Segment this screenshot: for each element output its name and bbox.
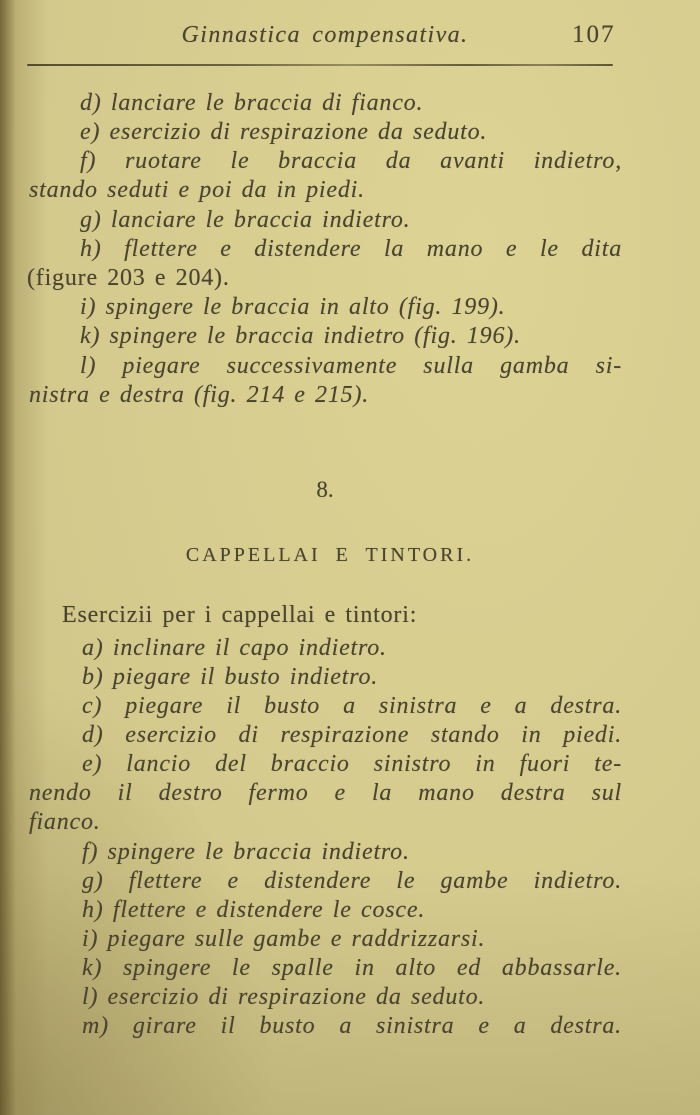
text-line: k) spingere le spalle in alto ed abbassarle. (82, 955, 622, 981)
text-line: a) inclinare il capo indietro. (82, 635, 387, 661)
text-line: b) piegare il busto indietro. (82, 664, 379, 690)
text-line: h) flettere e distendere le cosce. (82, 897, 426, 923)
text-line: c) piegare il busto a sinistra e a destra. (82, 693, 622, 719)
text-line: g) lanciare le braccia indietro. (80, 207, 411, 233)
page-number: 107 (572, 21, 616, 48)
text-line: f) spingere le braccia indietro. (82, 839, 410, 865)
running-header-title: Ginnastica compensativa. (181, 22, 469, 48)
text-line: l) esercizio di respirazione da seduto. (82, 984, 486, 1010)
text-line: g) flettere e distendere le gambe indietro. (82, 868, 622, 894)
text-line: d) esercizio di respirazione stando in piedi. (82, 722, 622, 748)
text-line: m) girare il busto a sinistra e a destra. (82, 1013, 622, 1039)
header-rule (27, 64, 613, 66)
text-line: stando seduti e poi da in piedi. (29, 177, 365, 203)
text-line: nistra e destra (fig. 214 e 215). (29, 382, 370, 408)
text-line: (figure 203 e 204). (27, 265, 230, 291)
text-line: i) spingere le braccia in alto (fig. 199). (80, 294, 506, 320)
text-line: h) flettere e distendere la mano e le dita (80, 236, 622, 262)
text-line: k) spingere le braccia indietro (fig. 196). (80, 323, 521, 349)
section-number: 8. (316, 477, 334, 502)
text-line: e) esercizio di respirazione da seduto. (80, 119, 488, 145)
text-line: e) lancio del braccio sinistro in fuori te- (82, 751, 622, 777)
text-line: d) lanciare le braccia di fianco. (80, 90, 424, 116)
text-line: fianco. (29, 809, 101, 835)
text-line: l) piegare successivamente sulla gamba si- (80, 353, 622, 379)
text-line: nendo il destro fermo e la mano destra sul (29, 780, 622, 806)
section-title: CAPPELLAI E TINTORI. (185, 544, 475, 566)
intro-line: Esercizii per i cappellai e tintori: (62, 602, 418, 628)
text-line: i) piegare sulle gambe e raddrizzarsi. (82, 926, 486, 952)
text-line: f) ruotare le braccia da avanti indietro, (80, 148, 622, 174)
